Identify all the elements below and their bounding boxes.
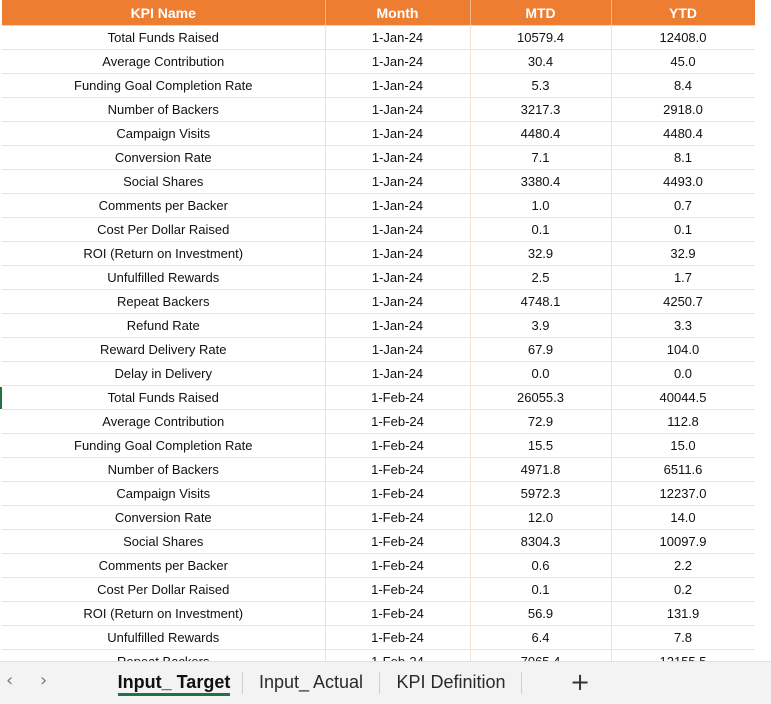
cell-kpi-name[interactable]: Repeat Backers: [2, 290, 325, 314]
cell-month[interactable]: 1-Feb-24: [325, 626, 470, 650]
tab-input-target-label: Input_ Target: [117, 672, 231, 692]
cell-month[interactable]: 1-Jan-24: [325, 170, 470, 194]
table-row: [2, 434, 755, 458]
cell-kpi-name[interactable]: Total Funds Raised: [2, 26, 325, 50]
cell-mtd[interactable]: 15.5: [470, 434, 611, 458]
cell-kpi-name[interactable]: ROI (Return on Investment): [2, 602, 325, 626]
table-row: [2, 170, 755, 194]
cell-mtd[interactable]: 3380.4: [470, 170, 611, 194]
cell-kpi-name[interactable]: Comments per Backer: [2, 194, 325, 218]
cell-month[interactable]: 1-Feb-24: [325, 506, 470, 530]
table-row: [2, 362, 755, 386]
cell-mtd[interactable]: 0.1: [470, 218, 611, 242]
table-row: [2, 242, 755, 266]
cell-mtd[interactable]: 26055.3: [470, 386, 611, 410]
cell-mtd[interactable]: 8304.3: [470, 530, 611, 554]
cell-mtd[interactable]: 7.1: [470, 146, 611, 170]
cell-kpi-name[interactable]: Number of Backers: [2, 458, 325, 482]
table-row: [2, 506, 755, 530]
cell-kpi-name[interactable]: Average Contribution: [2, 410, 325, 434]
tab-input-actual[interactable]: [248, 662, 374, 702]
cell-kpi-name[interactable]: Funding Goal Completion Rate: [2, 74, 325, 98]
cell-month[interactable]: 1-Jan-24: [325, 362, 470, 386]
cell-month[interactable]: 1-Jan-24: [325, 26, 470, 50]
cell-month[interactable]: 1-Jan-24: [325, 266, 470, 290]
tab-separator: [379, 672, 380, 694]
table-row: [2, 578, 755, 602]
header-kpi-name[interactable]: KPI Name: [2, 0, 325, 26]
cell-month[interactable]: 1-Jan-24: [325, 218, 470, 242]
cell-month[interactable]: 1-Feb-24: [325, 554, 470, 578]
table-row: [2, 338, 755, 362]
cell-kpi-name[interactable]: Reward Delivery Rate: [2, 338, 325, 362]
cell-month[interactable]: 1-Feb-24: [325, 578, 470, 602]
table-row: [2, 146, 755, 170]
cell-mtd[interactable]: 1.0: [470, 194, 611, 218]
cell-mtd[interactable]: 32.9: [470, 242, 611, 266]
kpi-table: [2, 0, 756, 674]
header-month[interactable]: Month: [325, 0, 470, 26]
table-row: [2, 314, 755, 338]
cell-ytd[interactable]: 0.0: [611, 362, 755, 386]
cell-kpi-name[interactable]: Conversion Rate: [2, 506, 325, 530]
table-row: [2, 386, 755, 410]
cell-mtd[interactable]: 3.9: [470, 314, 611, 338]
table-row: [2, 218, 755, 242]
table-row: [2, 74, 755, 98]
cell-ytd[interactable]: 12237.0: [611, 482, 755, 506]
cell-ytd[interactable]: 0.1: [611, 218, 755, 242]
cell-kpi-name[interactable]: Refund Rate: [2, 314, 325, 338]
cell-ytd[interactable]: 104.0: [611, 338, 755, 362]
cell-mtd[interactable]: 6.4: [470, 626, 611, 650]
cell-mtd[interactable]: 5.3: [470, 74, 611, 98]
cell-kpi-name[interactable]: Total Funds Raised: [2, 386, 325, 410]
cell-kpi-name[interactable]: Cost Per Dollar Raised: [2, 218, 325, 242]
cell-month[interactable]: 1-Feb-24: [325, 458, 470, 482]
cell-month[interactable]: 1-Jan-24: [325, 314, 470, 338]
table-row: [2, 530, 755, 554]
table-row: [2, 266, 755, 290]
cell-ytd[interactable]: 40044.5: [611, 386, 755, 410]
cell-ytd[interactable]: 2918.0: [611, 98, 755, 122]
table-row: [2, 122, 755, 146]
table-row: [2, 554, 755, 578]
cell-month[interactable]: 1-Feb-24: [325, 386, 470, 410]
cell-mtd[interactable]: 0.6: [470, 554, 611, 578]
cell-ytd[interactable]: 32.9: [611, 242, 755, 266]
cell-ytd[interactable]: 10097.9: [611, 530, 755, 554]
cell-kpi-name[interactable]: Funding Goal Completion Rate: [2, 434, 325, 458]
next-sheet-arrow-icon[interactable]: ›: [40, 670, 48, 691]
cell-ytd[interactable]: 4493.0: [611, 170, 755, 194]
cell-ytd[interactable]: 112.8: [611, 410, 755, 434]
table-row: [2, 290, 755, 314]
cell-kpi-name[interactable]: Social Shares: [2, 530, 325, 554]
cell-month[interactable]: 1-Jan-24: [325, 122, 470, 146]
table-row: [2, 194, 755, 218]
cell-kpi-name[interactable]: Social Shares: [2, 170, 325, 194]
tab-input-actual-label: Input_ Actual: [258, 672, 364, 692]
cell-month[interactable]: 1-Feb-24: [325, 482, 470, 506]
cell-kpi-name[interactable]: ROI (Return on Investment): [2, 242, 325, 266]
cell-ytd[interactable]: 2.2: [611, 554, 755, 578]
cell-ytd[interactable]: 131.9: [611, 602, 755, 626]
header-mtd[interactable]: MTD: [470, 0, 611, 26]
cell-month[interactable]: 1-Jan-24: [325, 242, 470, 266]
cell-month[interactable]: 1-Jan-24: [325, 50, 470, 74]
cell-mtd[interactable]: 3217.3: [470, 98, 611, 122]
cell-ytd[interactable]: 12408.0: [611, 26, 755, 50]
grid-right-gutter: [755, 0, 771, 661]
cell-kpi-name[interactable]: Unfulfilled Rewards: [2, 626, 325, 650]
cell-month[interactable]: 1-Jan-24: [325, 194, 470, 218]
sheet-tab-bar: [0, 661, 771, 704]
cell-month[interactable]: 1-Feb-24: [325, 434, 470, 458]
cell-month[interactable]: 1-Jan-24: [325, 146, 470, 170]
cell-mtd[interactable]: 0.0: [470, 362, 611, 386]
active-tab-indicator: [118, 693, 230, 696]
cell-month[interactable]: 1-Feb-24: [325, 410, 470, 434]
tab-kpi-definition[interactable]: [384, 662, 518, 702]
cell-ytd[interactable]: 4480.4: [611, 122, 755, 146]
cell-kpi-name[interactable]: Average Contribution: [2, 50, 325, 74]
add-sheet-button[interactable]: +: [569, 668, 591, 696]
cell-ytd[interactable]: 8.4: [611, 74, 755, 98]
cell-month[interactable]: 1-Jan-24: [325, 290, 470, 314]
cell-ytd[interactable]: 45.0: [611, 50, 755, 74]
cell-mtd[interactable]: 4748.1: [470, 290, 611, 314]
cell-mtd[interactable]: 10579.4: [470, 26, 611, 50]
cell-mtd[interactable]: 56.9: [470, 602, 611, 626]
cell-mtd[interactable]: 4971.8: [470, 458, 611, 482]
cell-kpi-name[interactable]: Campaign Visits: [2, 482, 325, 506]
cell-month[interactable]: 1-Feb-24: [325, 530, 470, 554]
table-body: [2, 26, 755, 674]
cell-ytd[interactable]: 6511.6: [611, 458, 755, 482]
cell-month[interactable]: 1-Jan-24: [325, 98, 470, 122]
cell-mtd[interactable]: 5972.3: [470, 482, 611, 506]
cell-ytd[interactable]: 0.7: [611, 194, 755, 218]
cell-kpi-name[interactable]: Comments per Backer: [2, 554, 325, 578]
cell-ytd[interactable]: 1.7: [611, 266, 755, 290]
tab-kpi-definition-label: KPI Definition: [396, 672, 506, 692]
table-row: [2, 482, 755, 506]
cell-kpi-name[interactable]: Delay in Delivery: [2, 362, 325, 386]
cell-ytd[interactable]: 14.0: [611, 506, 755, 530]
table-row: [2, 626, 755, 650]
cell-kpi-name[interactable]: Cost Per Dollar Raised: [2, 578, 325, 602]
cell-mtd[interactable]: 2.5: [470, 266, 611, 290]
tab-separator: [521, 672, 522, 694]
cell-kpi-name[interactable]: Number of Backers: [2, 98, 325, 122]
table-row: [2, 458, 755, 482]
cell-kpi-name[interactable]: Unfulfilled Rewards: [2, 266, 325, 290]
cell-month[interactable]: 1-Jan-24: [325, 338, 470, 362]
table-row: [2, 98, 755, 122]
cell-ytd[interactable]: 3.3: [611, 314, 755, 338]
tab-separator: [242, 672, 243, 694]
row-selection-marker: [0, 387, 2, 409]
cell-mtd[interactable]: 67.9: [470, 338, 611, 362]
cell-mtd[interactable]: 30.4: [470, 50, 611, 74]
table-row: [2, 50, 755, 74]
cell-ytd[interactable]: 4250.7: [611, 290, 755, 314]
prev-sheet-arrow-icon[interactable]: ‹: [6, 670, 14, 691]
cell-ytd[interactable]: 8.1: [611, 146, 755, 170]
cell-ytd[interactable]: 0.2: [611, 578, 755, 602]
cell-mtd[interactable]: 12.0: [470, 506, 611, 530]
cell-kpi-name[interactable]: Campaign Visits: [2, 122, 325, 146]
cell-mtd[interactable]: 0.1: [470, 578, 611, 602]
table-row: [2, 602, 755, 626]
cell-ytd[interactable]: 15.0: [611, 434, 755, 458]
tab-input-target[interactable]: [110, 662, 238, 702]
cell-month[interactable]: 1-Jan-24: [325, 74, 470, 98]
cell-month[interactable]: 1-Feb-24: [325, 602, 470, 626]
table-row: [2, 26, 755, 50]
header-row: [2, 0, 755, 26]
cell-mtd[interactable]: 72.9: [470, 410, 611, 434]
cell-ytd[interactable]: 7.8: [611, 626, 755, 650]
cell-mtd[interactable]: 4480.4: [470, 122, 611, 146]
table-row: [2, 410, 755, 434]
cell-kpi-name[interactable]: Conversion Rate: [2, 146, 325, 170]
header-ytd[interactable]: YTD: [611, 0, 755, 26]
